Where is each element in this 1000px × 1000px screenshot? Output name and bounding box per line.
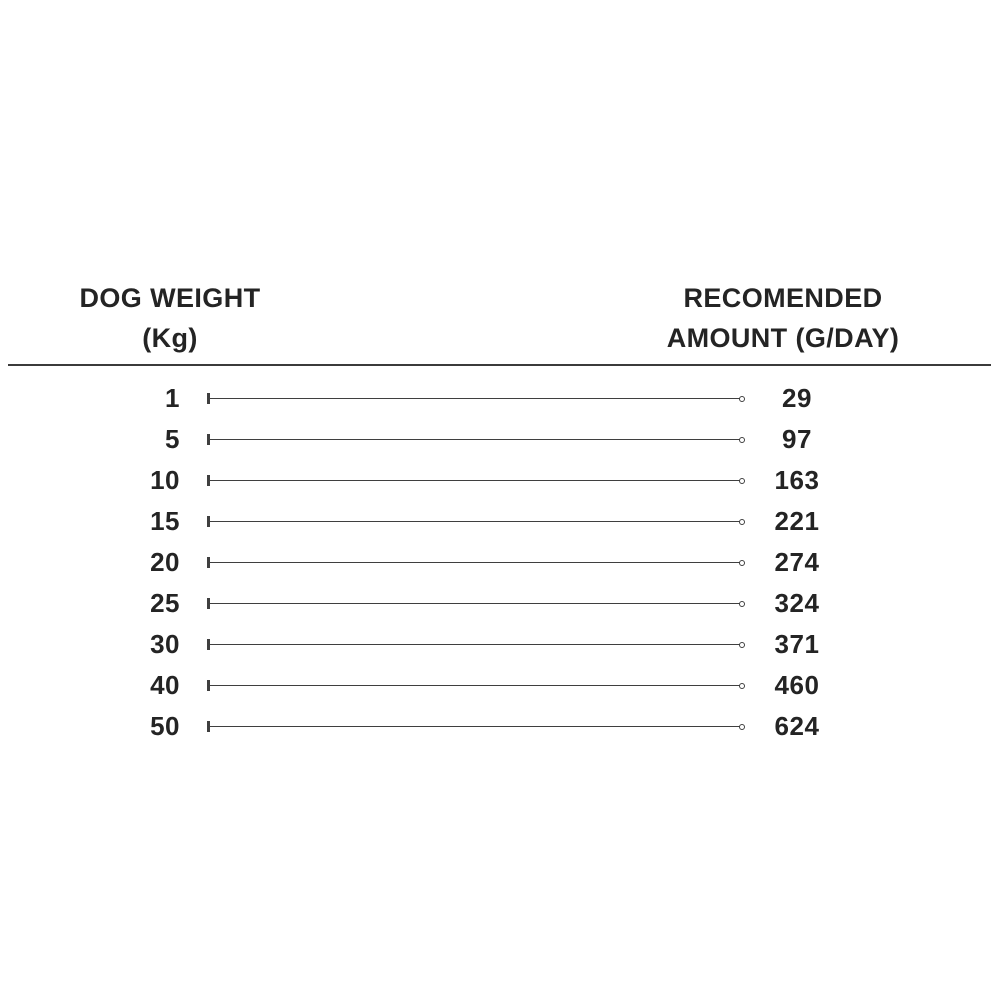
table-row bbox=[0, 665, 1000, 706]
leader-start-tick bbox=[207, 721, 210, 732]
leader-line-rule bbox=[208, 644, 740, 646]
leader-start-tick bbox=[207, 434, 210, 445]
table-body bbox=[0, 378, 1000, 747]
leader-line-rule bbox=[208, 603, 740, 605]
leader-end-dot-icon bbox=[739, 396, 745, 402]
dog-weight-value: 1 bbox=[165, 383, 180, 413]
table-row bbox=[0, 419, 1000, 460]
dog-weight-value: 20 bbox=[150, 547, 180, 577]
leader-line bbox=[207, 460, 745, 501]
dog-weight-header-line2: (Kg) bbox=[142, 323, 198, 353]
leader-start-tick bbox=[207, 475, 210, 486]
recommended-amount-value: 274 bbox=[774, 547, 820, 577]
recommended-amount-value: 29 bbox=[782, 383, 812, 413]
recommended-amount-value: 163 bbox=[774, 465, 820, 495]
leader-line bbox=[207, 624, 745, 665]
leader-start-tick bbox=[207, 516, 210, 527]
dog-weight-value: 40 bbox=[150, 670, 180, 700]
leader-start-tick bbox=[207, 393, 210, 404]
table-row bbox=[0, 460, 1000, 501]
recommended-amount-value: 221 bbox=[774, 506, 820, 536]
leader-line bbox=[207, 583, 745, 624]
column-header-dog-weight bbox=[50, 278, 290, 358]
leader-line bbox=[207, 542, 745, 583]
leader-line-rule bbox=[208, 562, 740, 564]
leader-end-dot-icon bbox=[739, 478, 745, 484]
leader-start-tick bbox=[207, 680, 210, 691]
leader-line-rule bbox=[208, 439, 740, 441]
leader-end-dot-icon bbox=[739, 560, 745, 566]
table-row bbox=[0, 583, 1000, 624]
leader-start-tick bbox=[207, 598, 210, 609]
leader-line bbox=[207, 501, 745, 542]
table-row bbox=[0, 706, 1000, 747]
leader-end-dot-icon bbox=[739, 601, 745, 607]
column-header-recommended-amount bbox=[650, 278, 916, 358]
dog-weight-value: 25 bbox=[150, 588, 180, 618]
leader-line bbox=[207, 419, 745, 460]
dog-weight-value: 5 bbox=[165, 424, 180, 454]
leader-end-dot-icon bbox=[739, 642, 745, 648]
leader-end-dot-icon bbox=[739, 437, 745, 443]
leader-line bbox=[207, 706, 745, 747]
leader-line-rule bbox=[208, 480, 740, 482]
dog-weight-value: 30 bbox=[150, 629, 180, 659]
recommended-amount-header-line1: RECOMENDED bbox=[683, 283, 883, 313]
leader-line-rule bbox=[208, 726, 740, 728]
leader-start-tick bbox=[207, 639, 210, 650]
leader-end-dot-icon bbox=[739, 519, 745, 525]
table-row bbox=[0, 624, 1000, 665]
recommended-amount-value: 97 bbox=[782, 424, 812, 454]
table-row bbox=[0, 378, 1000, 419]
dog-weight-value: 50 bbox=[150, 711, 180, 741]
leader-line-rule bbox=[208, 521, 740, 523]
recommended-amount-value: 324 bbox=[774, 588, 820, 618]
table-row bbox=[0, 501, 1000, 542]
dog-weight-header-line1: DOG WEIGHT bbox=[79, 283, 261, 313]
recommended-amount-value: 371 bbox=[774, 629, 820, 659]
dog-weight-value: 15 bbox=[150, 506, 180, 536]
leader-line-rule bbox=[208, 398, 740, 400]
leader-line bbox=[207, 665, 745, 706]
dog-weight-value: 10 bbox=[150, 465, 180, 495]
table-row bbox=[0, 542, 1000, 583]
leader-line bbox=[207, 378, 745, 419]
recommended-amount-value: 460 bbox=[774, 670, 820, 700]
leader-end-dot-icon bbox=[739, 683, 745, 689]
leader-line-rule bbox=[208, 685, 740, 687]
leader-start-tick bbox=[207, 557, 210, 568]
recommended-amount-header-line2: AMOUNT (G/DAY) bbox=[666, 323, 900, 353]
leader-end-dot-icon bbox=[739, 724, 745, 730]
header-divider-rule bbox=[8, 364, 991, 366]
recommended-amount-value: 624 bbox=[774, 711, 820, 741]
